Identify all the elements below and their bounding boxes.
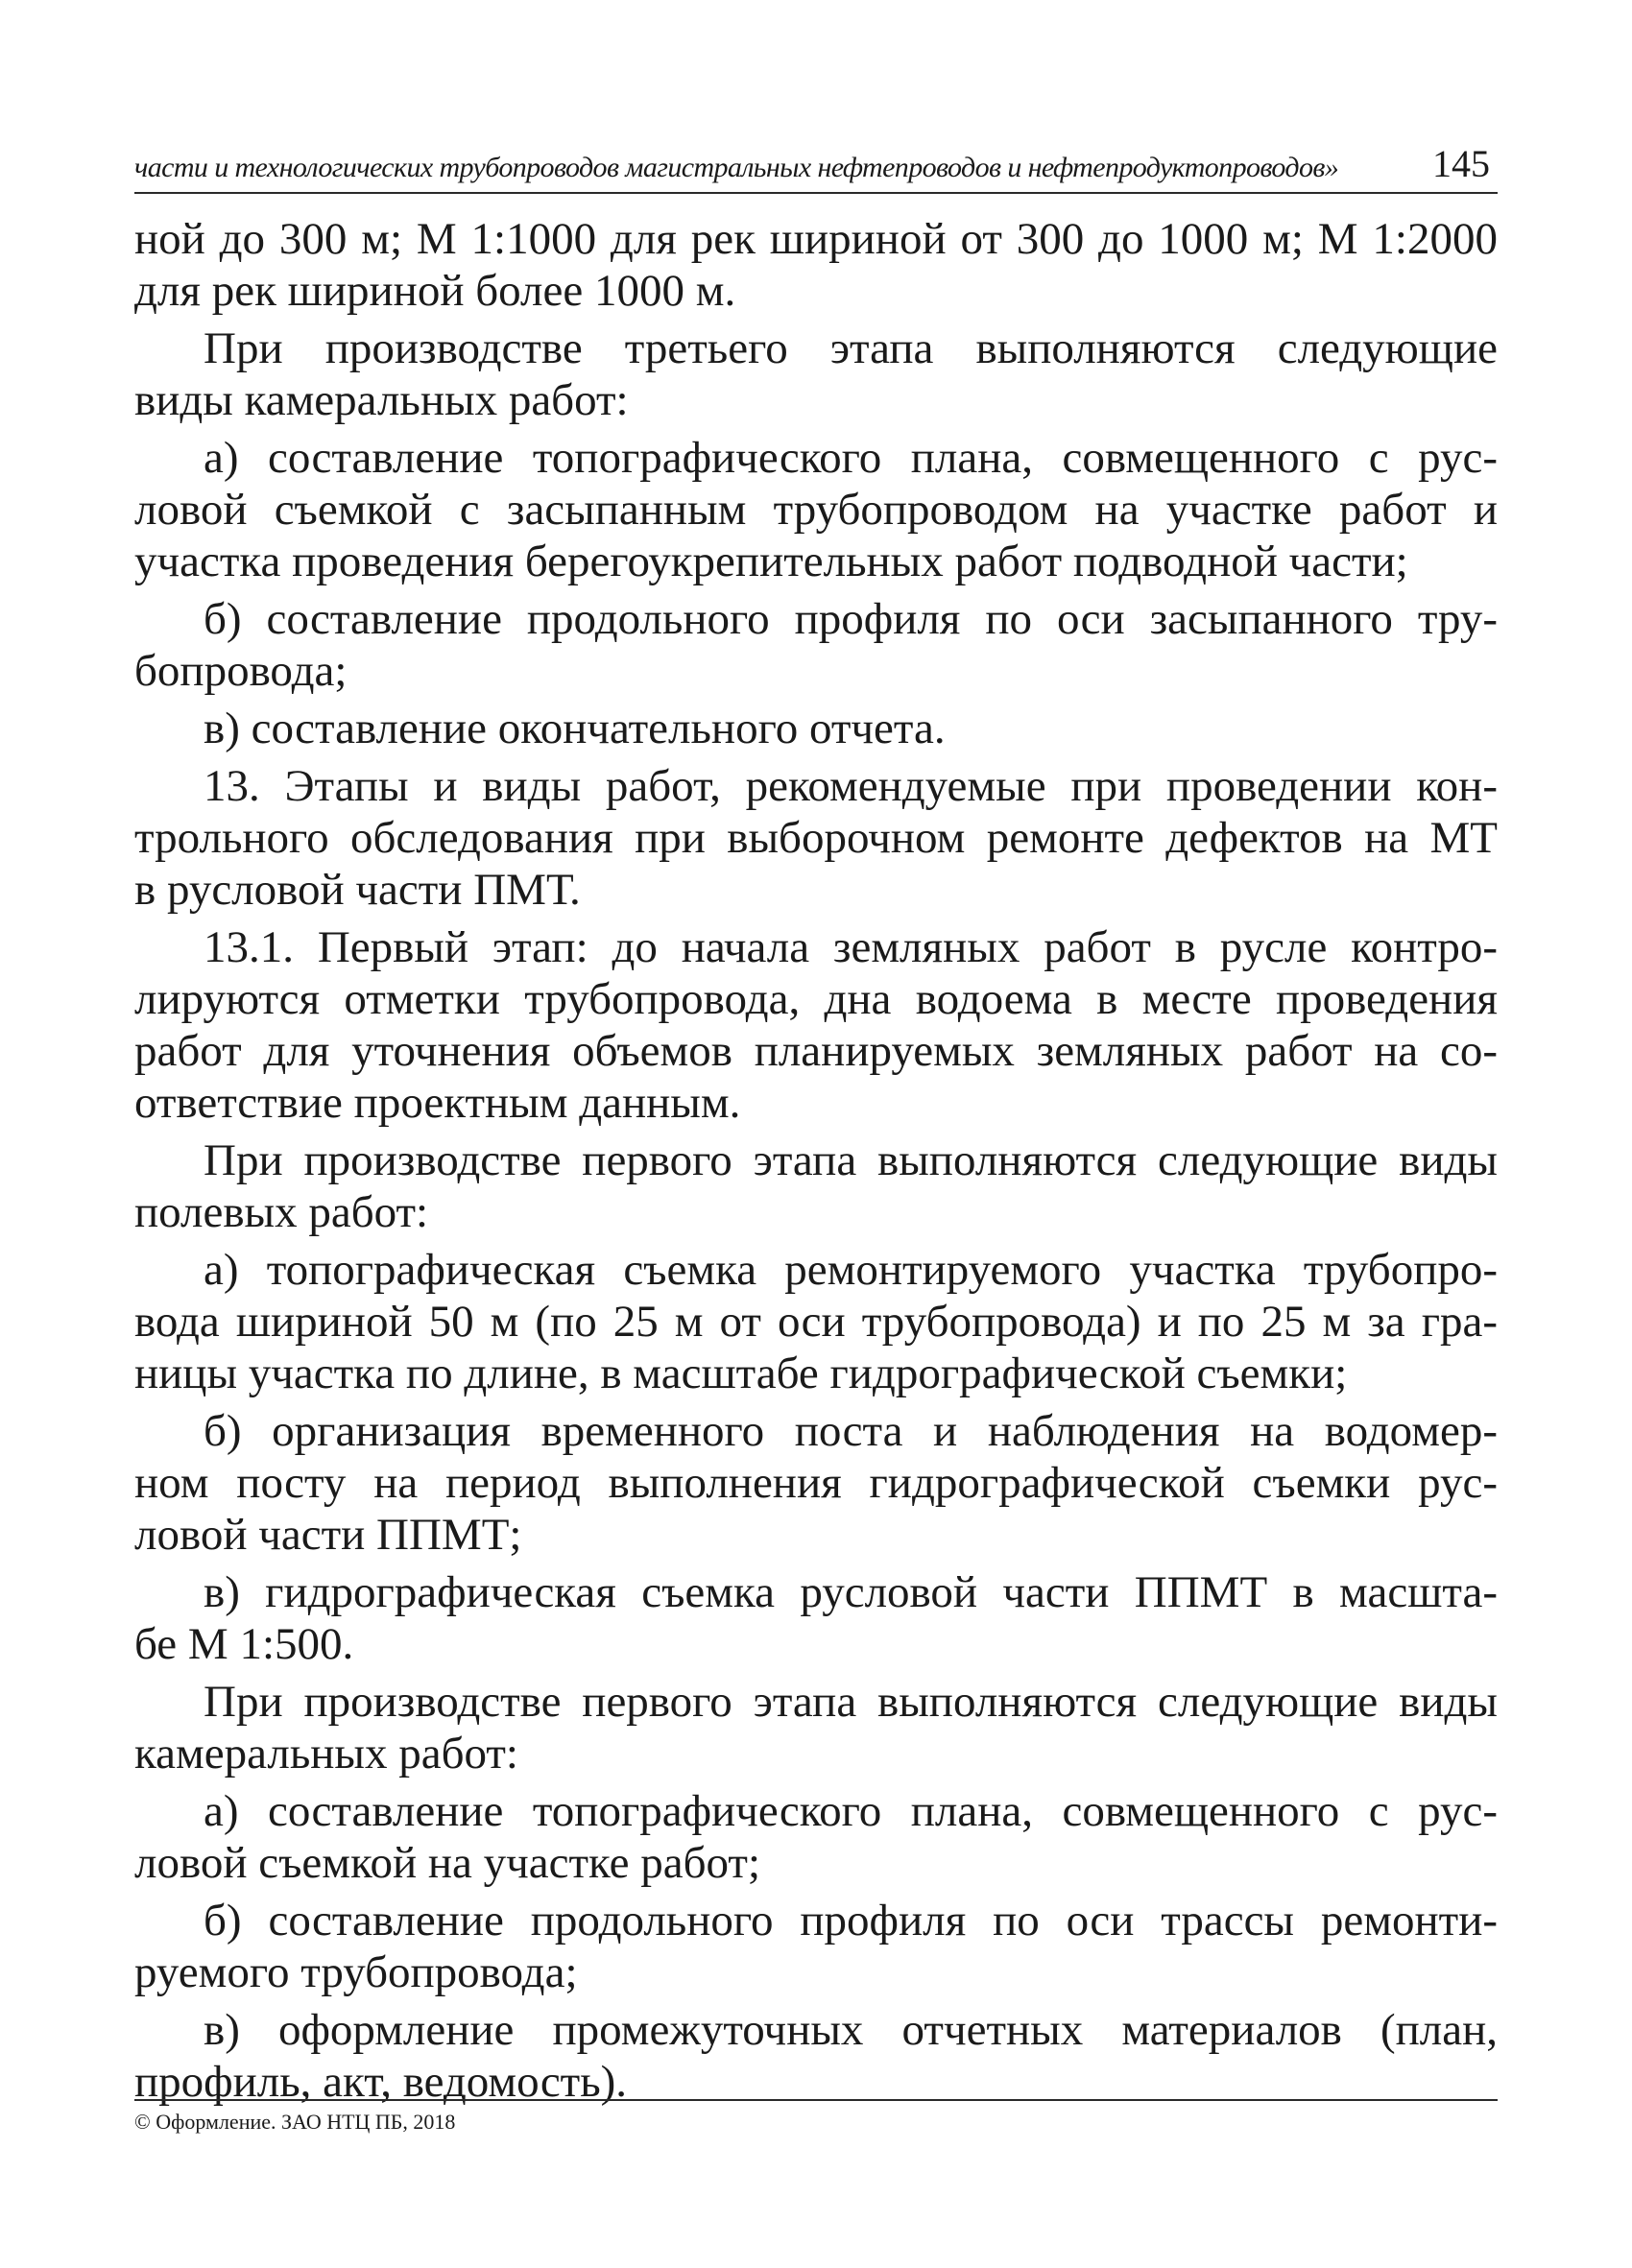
body-text (134, 213, 1498, 2108)
text-line: При производстве первого этапа выполняются следующие виды (204, 1135, 1498, 1185)
text-line: бе М 1:500. (134, 1619, 354, 1669)
footer-divider (134, 2099, 1498, 2101)
text-line: вода шириной 50 м (по 25 м от оси трубопровода) и по 25 м за гра- (134, 1297, 1498, 1347)
text-line: руемого трубопровода; (134, 1947, 578, 1997)
text-line: ном посту на период выполнения гидрографической съемки рус- (134, 1458, 1498, 1508)
text-line: виды камеральных работ: (134, 375, 629, 425)
text-line: участка проведения берегоукрепительных работ подводной части; (134, 537, 1408, 586)
document-page (134, 0, 1498, 2268)
text-line: камеральных работ: (134, 1729, 518, 1779)
text-line: полевых работ: (134, 1187, 429, 1237)
text-line: ловой съемкой с засыпанным трубопроводом на участке работ и (134, 485, 1498, 535)
text-line: а) составление топографического плана, совмещенного с рус- (204, 433, 1498, 483)
text-line: ной до 300 м; М 1:1000 для рек шириной от 300 до 1000 м; М 1:2000 (134, 214, 1498, 264)
text-line: б) составление продольного профиля по оси трассы ремонти- (204, 1896, 1498, 1946)
text-line: в) оформление промежуточных отчетных материалов (план, (204, 2005, 1498, 2055)
text-line: б) организация временного поста и наблюдения на водомер- (204, 1406, 1498, 1456)
text-line: бопровода; (134, 646, 348, 696)
text-line: профиль, акт, ведомость). (134, 2057, 628, 2107)
running-header (134, 142, 1498, 194)
text-line: работ для уточнения объемов планируемых земляных работ на со- (134, 1026, 1498, 1076)
text-line: б) составление продольного профиля по оси засыпанного тру- (204, 594, 1498, 644)
text-line: а) составление топографического плана, совмещенного с рус- (204, 1786, 1498, 1836)
page-number: 145 (1432, 142, 1490, 185)
text-line: ловой съемкой на участке работ; (134, 1838, 761, 1888)
text-line: ницы участка по длине, в масштабе гидрографической съемки; (134, 1349, 1348, 1398)
text-line: в) составление окончательного отчета. (204, 704, 946, 753)
text-line: лируются отметки трубопровода, дна водоема в месте проведения (134, 974, 1498, 1024)
text-line: ответствие проектным данным. (134, 1078, 741, 1128)
footer-copyright: © Оформление. ЗАО НТЦ ПБ, 2018 (134, 2110, 456, 2134)
text-line: в) гидрографическая съемка русловой части ППМТ в масшта- (204, 1567, 1498, 1617)
text-line: трольного обследования при выборочном ремонте дефектов на МТ (134, 813, 1498, 863)
text-line: При производстве третьего этапа выполняются следующие (204, 323, 1498, 373)
text-line: ловой части ППМТ; (134, 1510, 522, 1560)
text-line: 13. Этапы и виды работ, рекомендуемые при проведении кон- (204, 761, 1498, 811)
text-line: а) топографическая съемка ремонтируемого участка трубопро- (204, 1245, 1498, 1295)
text-line: для рек шириной более 1000 м. (134, 266, 736, 316)
text-line: При производстве первого этапа выполняются следующие виды (204, 1677, 1498, 1727)
text-line: 13.1. Первый этап: до начала земляных работ в русле контро- (204, 922, 1498, 972)
text-line: в русловой части ПМТ. (134, 865, 581, 915)
header-title: части и технологических трубопроводов магистральных нефтепроводов и нефтепродуктопроводов» (134, 152, 1339, 183)
